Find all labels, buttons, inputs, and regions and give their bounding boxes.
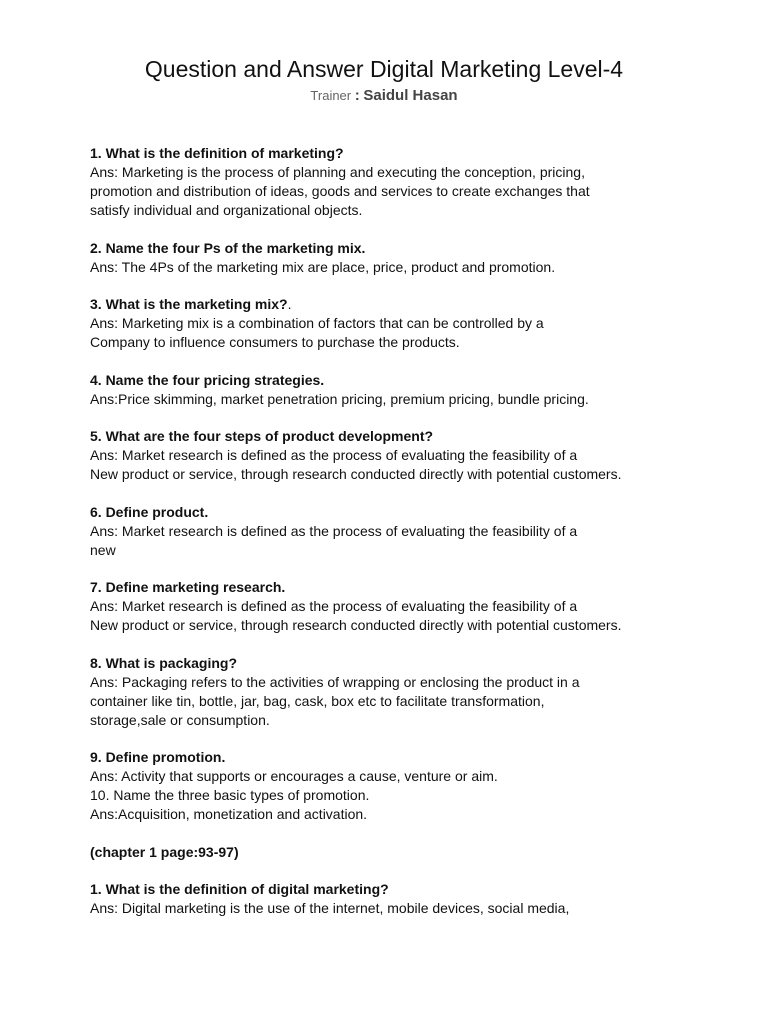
question-8: 8. What is packaging?	[90, 654, 238, 671]
answer-line: Ans: Marketing is the process of planning and executing the conception, pricing,	[90, 164, 585, 180]
answer-line: Ans: Activity that supports or encourages a cause, venture or aim.	[90, 768, 498, 784]
qa-item-7	[90, 578, 730, 635]
trainer-label: Trainer	[310, 88, 352, 103]
trainer-line	[0, 86, 768, 106]
qa-item-digital-1	[90, 880, 730, 918]
answer-line: container like tin, bottle, jar, bag, cask, box etc to facilitate transformation,	[90, 692, 545, 709]
question-3-line	[90, 295, 730, 314]
answer-line: New product or service, through research conducted directly with potential customers.	[90, 466, 622, 482]
question-6: 6. Define product.	[90, 503, 209, 520]
answer-line: new	[90, 541, 116, 558]
trainer-colon: :	[354, 87, 360, 104]
answer-line: satisfy individual and organizational objects.	[90, 202, 363, 218]
qa-content	[90, 144, 730, 937]
answer-line: Ans: Market research is defined as the process of evaluating the feasibility of a	[90, 447, 578, 463]
qa-item-3	[90, 295, 730, 352]
page-title: Question and Answer Digital Marketing Level-4	[144, 56, 624, 82]
question-1: 1. What is the definition of marketing?	[90, 145, 344, 161]
answer-line: Ans: Marketing mix is a combination of factors that can be controlled by a	[90, 315, 544, 331]
question-9: 9. Define promotion.	[90, 749, 226, 765]
trainer-name: Saidul Hasan	[363, 87, 458, 104]
answer-line: Ans: Market research is defined as the process of evaluating the feasibility of a	[90, 522, 578, 539]
question-5: 5. What are the four steps of product development?	[90, 428, 434, 444]
qa-item-4	[90, 371, 730, 409]
answer-line: Ans: Digital marketing is the use of the internet, mobile devices, social media,	[90, 900, 570, 916]
question-4: 4. Name the four pricing strategies.	[90, 371, 325, 388]
answer-line: Ans: The 4Ps of the marketing mix are place, price, product and promotion.	[90, 258, 556, 275]
answer-line: New product or service, through research conducted directly with potential customers.	[90, 617, 622, 633]
question-7: 7. Define marketing research.	[90, 579, 286, 595]
question-3-suffix: .	[287, 296, 292, 312]
answer-line: promotion and distribution of ideas, goods and services to create exchanges that	[90, 183, 590, 199]
answer-line: storage,sale or consumption.	[90, 711, 270, 728]
qa-item-6	[90, 503, 730, 560]
answer-line: Ans:Price skimming, market penetration pricing, premium pricing, bundle pricing.	[90, 390, 589, 407]
qa-item-9	[90, 748, 730, 824]
question-3: 3. What is the marketing mix?	[90, 296, 288, 312]
qa-item-5	[90, 427, 730, 484]
answer-line: Ans: Packaging refers to the activities of wrapping or enclosing the product in a	[90, 673, 580, 690]
qa-item-1	[90, 144, 730, 220]
answer-line: Ans:Acquisition, monetization and activation.	[90, 806, 368, 822]
qa-item-2	[90, 239, 730, 277]
chapter-reference: (chapter 1 page:93-97)	[90, 843, 239, 860]
answer-line: Company to influence consumers to purchase the products.	[90, 334, 460, 350]
question-digital-1: 1. What is the definition of digital marketing?	[90, 881, 389, 897]
question-2: 2. Name the four Ps of the marketing mix.	[90, 239, 366, 256]
qa-item-8	[90, 654, 730, 730]
answer-line: Ans: Market research is defined as the process of evaluating the feasibility of a	[90, 598, 578, 614]
question-10: 10. Name the three basic types of promotion.	[90, 787, 370, 803]
